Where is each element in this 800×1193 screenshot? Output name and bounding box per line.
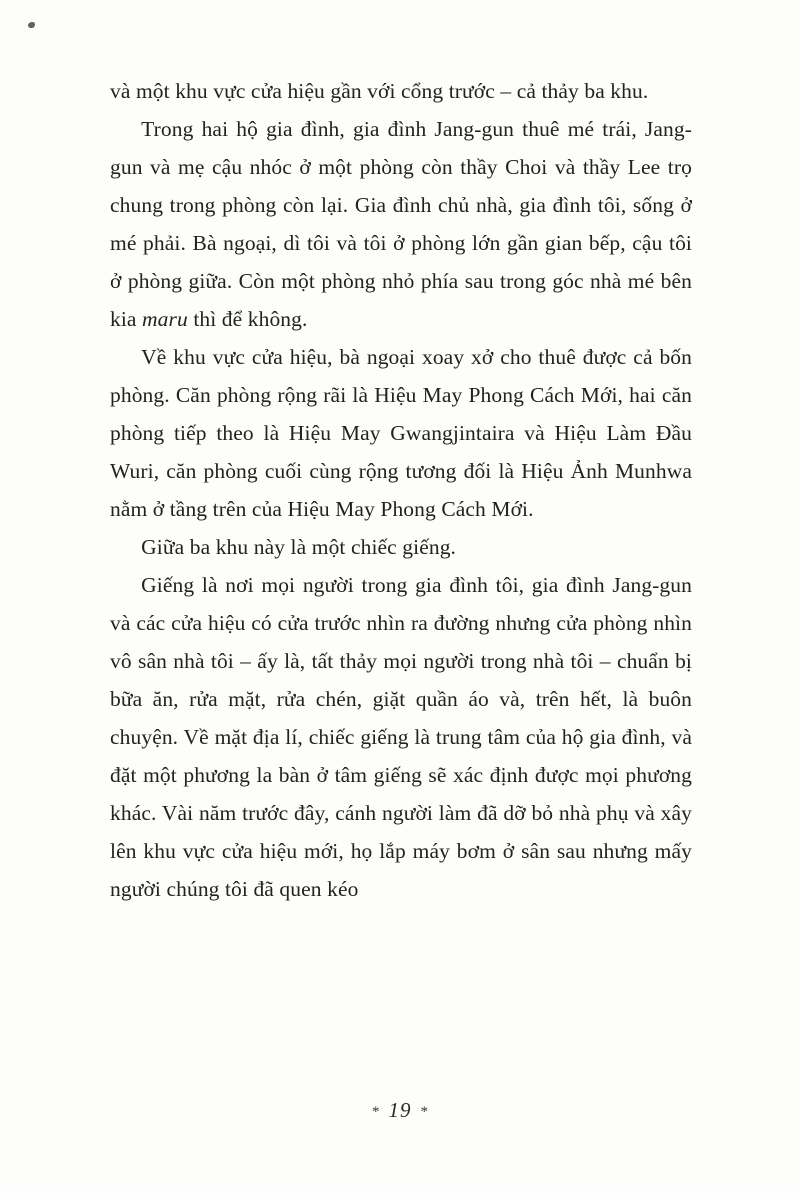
text-run: Giếng là nơi mọi người trong gia đình tôi, gia đình Jang-gun và các cửa hiệu có cửa trước nhìn ra đường nhưng cửa phòng nhìn vô sân nhà tôi – ấy là, tất thảy mọi người trong nhà tôi – chuẩn bị bữa ăn, rửa mặt, rửa chén, giặt quần áo và, trên hết, là buôn chuyện. Về mặt địa lí, chiếc giếng là trung tâm của hộ gia đình, và đặt một phương la bàn ở tâm giếng sẽ xác định được mọi phương khác. Vài năm trước đây, cánh người làm đã dỡ bỏ nhà phụ và xây lên khu vực cửa hiệu mới, họ lắp máy bơm ở sân sau nhưng mấy người chúng tôi đã quen kéo: [110, 573, 692, 901]
text-run: thì để không.: [187, 307, 308, 331]
paragraph: [110, 566, 692, 908]
text-run: Trong hai hộ gia đình, gia đình Jang-gun thuê mé trái, Jang-gun và mẹ cậu nhóc ở một phòng còn thầy Choi và thầy Lee trọ chung trong phòng còn lại. Gia đình chủ nhà, gia đình tôi, sống ở mé phải. Bà ngoại, dì tôi và tôi ở phòng lớn gần gian bếp, cậu tôi ở phòng giữa. Còn một phòng nhỏ phía sau trong góc nhà mé bên kia: [110, 117, 692, 331]
paragraph: [110, 338, 692, 528]
page-number: 19: [388, 1098, 412, 1122]
text-run: Về khu vực cửa hiệu, bà ngoại xoay xở cho thuê được cả bốn phòng. Căn phòng rộng rãi là Hiệu May Phong Cách Mới, hai căn phòng tiếp theo là Hiệu May Gwangjintaira và Hiệu Làm Đầu Wuri, căn phòng cuối cùng rộng tương đối là Hiệu Ảnh Munhwa nằm ở tầng trên của Hiệu May Phong Cách Mới.: [110, 345, 692, 521]
asterisk-ornament-icon: *: [372, 1104, 380, 1120]
scan-artifact: [28, 22, 35, 28]
italic-text-run: maru: [142, 307, 188, 331]
paragraph: [110, 110, 692, 338]
text-run: và một khu vực cửa hiệu gần với cổng trước – cả thảy ba khu.: [110, 79, 649, 103]
page-footer: [0, 1098, 800, 1123]
paragraph: [110, 528, 692, 566]
asterisk-ornament-icon: *: [420, 1104, 428, 1120]
paragraph: [110, 72, 692, 110]
page-text: [110, 72, 692, 908]
text-run: Giữa ba khu này là một chiếc giếng.: [141, 535, 457, 559]
